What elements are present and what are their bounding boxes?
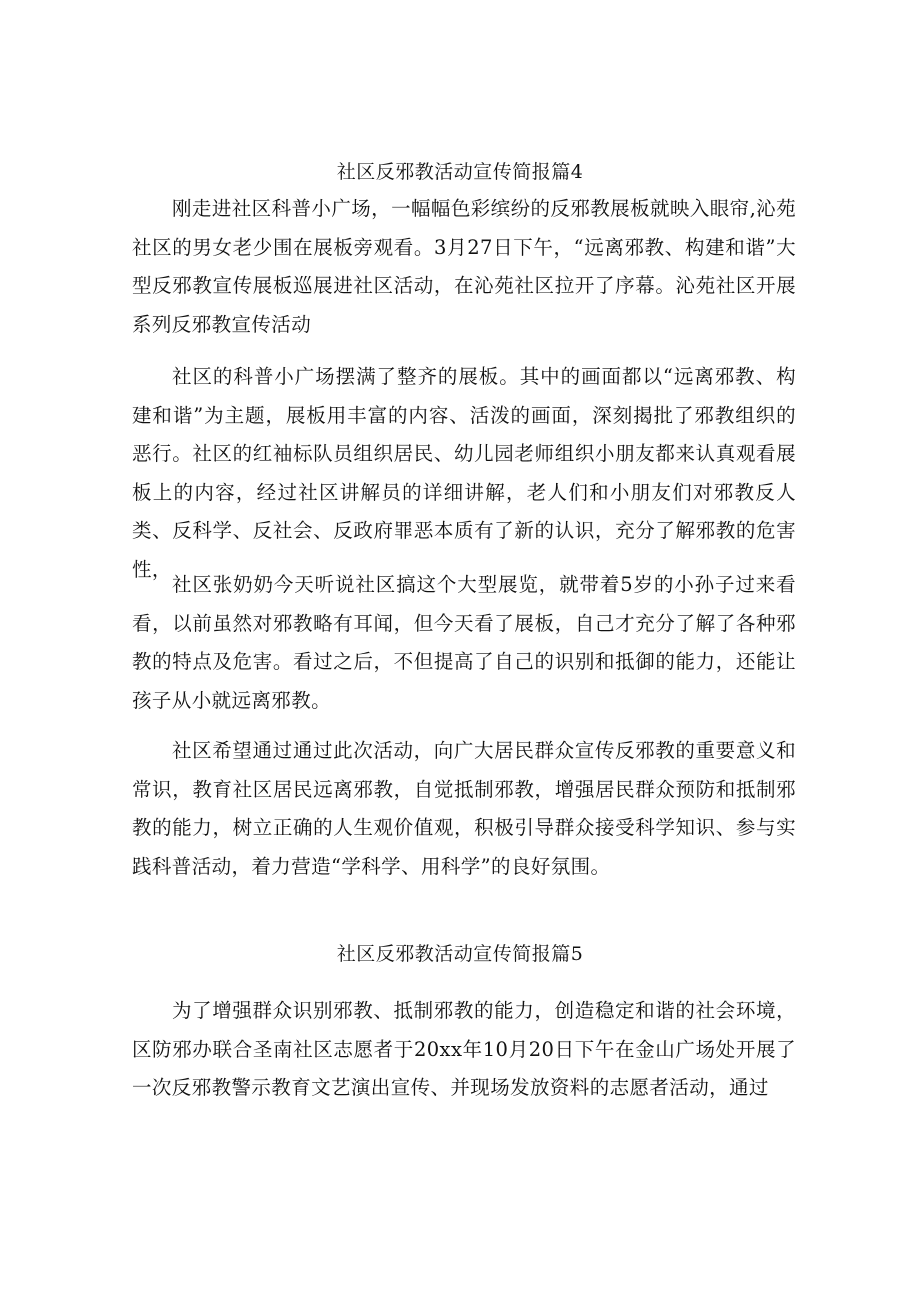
section-4-paragraph-4: 社区希望通过通过此次活动，向广大居民群众宣传反邪教的重要意义和常识，教育社区居民远离邪教，自觉抵制邪教，增强居民群众预防和抵制邪教的能力，树立正确的人生观价值观，积极引导群众接受科学知识、参与实践科普活动，着力营造“学科学、用科学”的良好氛围。 [132, 739, 796, 878]
section-4-paragraph-1: 刚走进社区科普小广场，一幅幅色彩缤纷的反邪教展板就映入眼帘,沁苑社区的男女老少围在展板旁观看。3月27日下午，“远离邪教、构建和谐”大型反邪教宣传展板巡展进社区活动，在沁苑社区拉开了序幕。沁苑社区开展系列反邪教宣传活动 [132, 197, 796, 336]
section-4-paragraph-3: 社区张奶奶今天听说社区搞这个大型展览，就带着5岁的小孙子过来看看，以前虽然对邪教略有耳闻，但今天看了展板，自己才充分了解了各种邪教的特点及危害。看过之后，不但提高了自己的识别和抵御的能力，还能让孩子从小就远离邪教。 [132, 573, 796, 712]
section-4-paragraph-2: 社区的科普小广场摆满了整齐的展板。其中的画面都以“远离邪教、构建和谐”为主题，展板用丰富的内容、活泼的画面，深刻揭批了邪教组织的恶行。社区的红袖标队员组织居民、幼儿园老师组织小朋友都来认真观看展板上的内容，经过社区讲解员的详细讲解，老人们和小朋友们对邪教反人类、反科学、反社会、反政府罪恶本质有了新的认识，充分了解邪教的危害性， [132, 365, 796, 581]
section-4-heading: 社区反邪教活动宣传简报篇4 [336, 161, 584, 183]
section-5-heading: 社区反邪教活动宣传简报篇5 [336, 943, 584, 965]
section-5-paragraph-1: 为了增强群众识别邪教、抵制邪教的能力，创造稳定和谐的社会环境，区防邪办联合圣南社区志愿者于20xx年10月20日下午在金山广场处开展了一次反邪教警示教育文艺演出宣传、并现场发放资料的志愿者活动，通过 [132, 999, 796, 1099]
